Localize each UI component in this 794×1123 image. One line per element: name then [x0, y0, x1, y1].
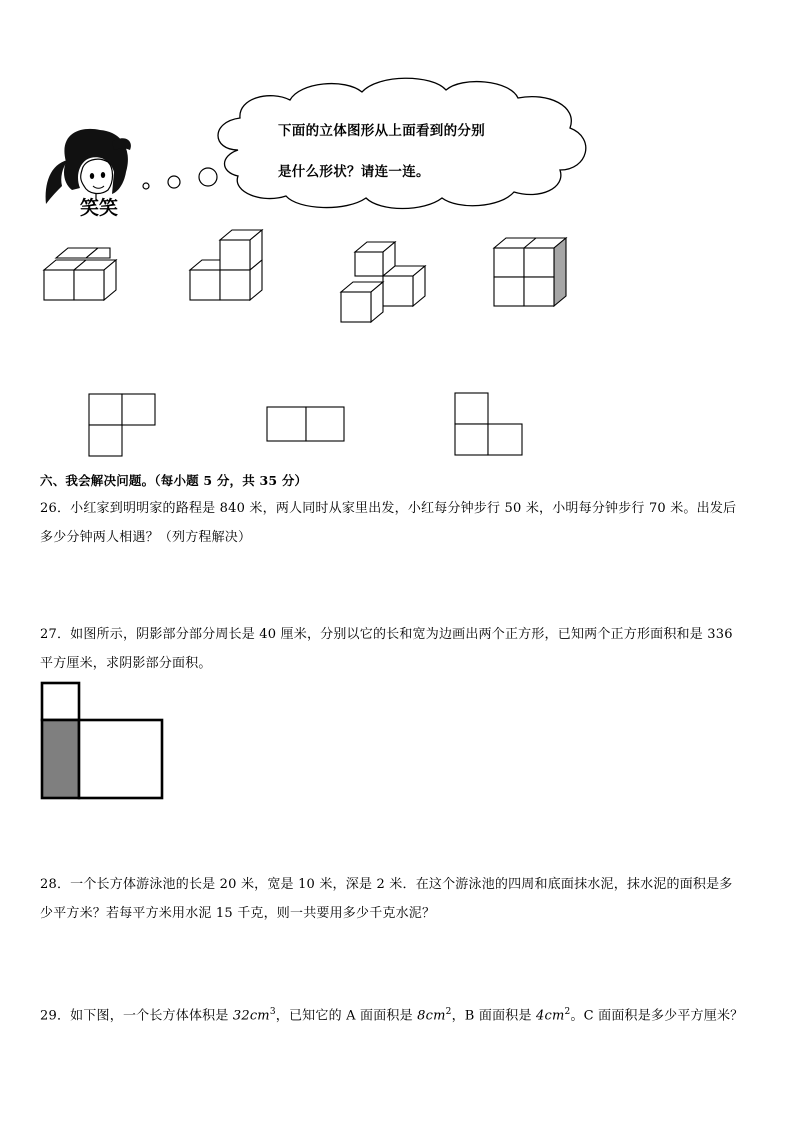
cube-figure-2	[190, 230, 262, 300]
thought-dot-medium	[168, 176, 180, 188]
thought-dot-small	[143, 183, 149, 189]
bubble-line-2: 是什么形状？请连一连。	[278, 164, 430, 180]
cartoon-caption: 笑笑	[80, 197, 119, 219]
q27-line2: 平方厘米，求阴影部分面积。	[40, 656, 212, 671]
cube-figure-3	[341, 242, 425, 322]
q29-volume-exp: 3	[269, 1007, 276, 1017]
cube-figure-1	[44, 248, 116, 300]
question-28	[40, 870, 770, 928]
q29-b-value: 4	[536, 1008, 545, 1024]
thought-bubble	[218, 78, 586, 208]
q29-prefix: 29．如下图，一个长方体体积是	[40, 1008, 233, 1024]
q29-b-unit: cm	[544, 1008, 565, 1024]
q26-line1: 26．小红家到明明家的路程是 840 米，两人同时从家里出发，小红每分钟步行 50 米，小明每分钟步行 70 米。出发后	[40, 501, 737, 516]
q29-volume-value: 32	[232, 1008, 250, 1024]
q29-suffix: 。C 面面积是多少平方厘米？	[570, 1008, 744, 1024]
question-26	[40, 494, 770, 552]
top-view-1	[89, 394, 155, 456]
q28-line2: 少平方米？若每平方米用水泥 15 千克，则一共要用多少千克水泥？	[40, 906, 436, 921]
cube-figure-4	[494, 238, 566, 306]
q29-a-value: 8	[417, 1008, 426, 1024]
section-title: 六、我会解决问题。（每小题 5 分，共 35 分）	[40, 473, 308, 488]
top-view-3	[455, 393, 522, 455]
q29-mid2: ，B 面面积是	[451, 1008, 537, 1024]
q29-a-unit: cm	[425, 1008, 446, 1024]
q26-line2: 多少分钟两人相遇？（列方程解决）	[40, 530, 252, 545]
q29-volume-unit: cm	[249, 1008, 270, 1024]
q29-b-exp: 2	[564, 1007, 571, 1017]
q29-a-exp: 2	[445, 1007, 452, 1017]
thought-dot-large	[199, 168, 217, 186]
q27-diagram	[42, 683, 162, 798]
q28-line1: 28．一个长方体游泳池的长是 20 米，宽是 10 米，深是 2 米．在这个游泳池的四周和底面抹水泥，抹水泥的面积是多	[40, 877, 733, 892]
question-27	[40, 620, 770, 678]
bubble-line-1: 下面的立体图形从上面看到的分别	[278, 123, 485, 139]
q29-mid1: ，已知它的 A 面面积是	[275, 1008, 418, 1024]
question-29	[40, 998, 780, 1030]
top-view-2	[267, 407, 344, 441]
q27-line1: 27．如图所示，阴影部分部分周长是 40 厘米，分别以它的长和宽为边画出两个正方形，已知两个正方形面积和是 336	[40, 627, 733, 642]
